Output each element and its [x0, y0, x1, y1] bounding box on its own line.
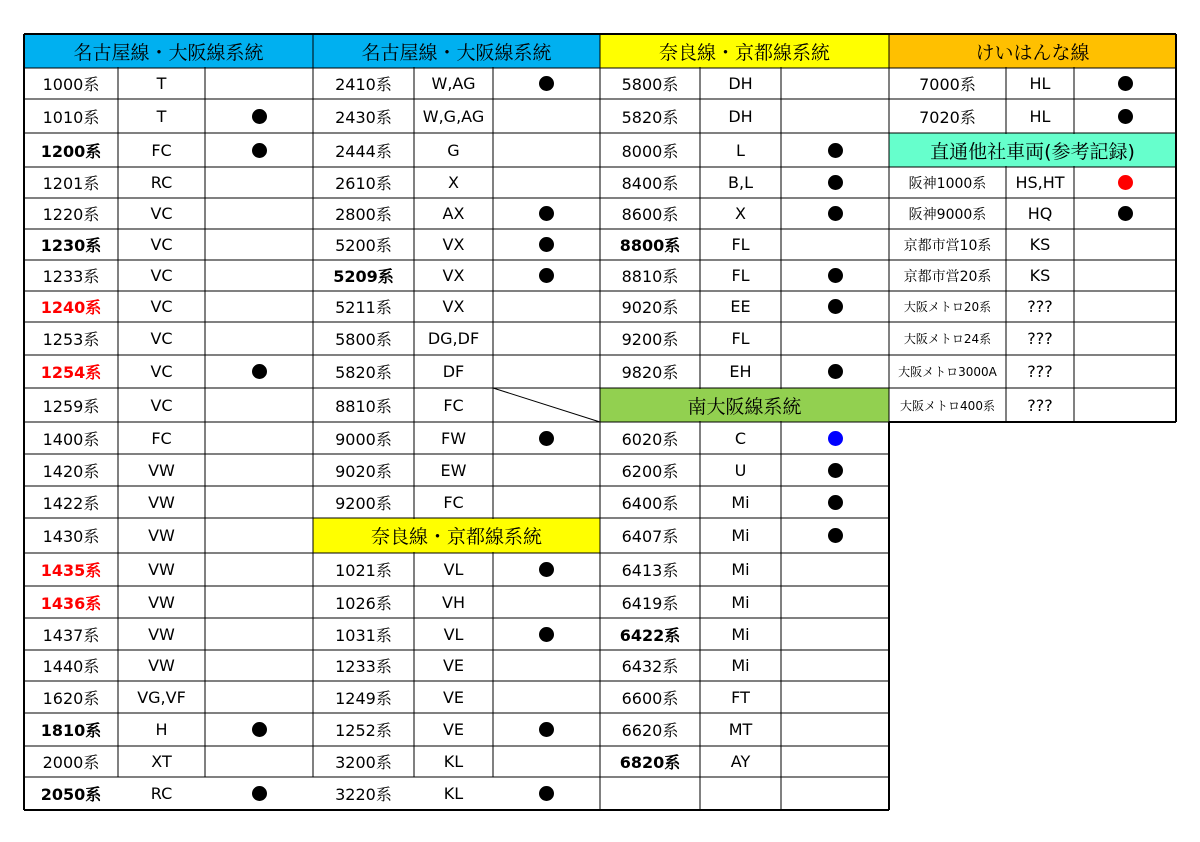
- car-series-cell: 1230系: [40, 236, 102, 255]
- formation-code-cell: FC: [443, 395, 464, 415]
- car-series-cell: 大阪メトロ400系: [900, 398, 995, 413]
- formation-code-cell: Mi: [731, 592, 750, 612]
- record-mark-cell: [781, 746, 889, 777]
- record-mark-cell: [205, 518, 313, 553]
- car-series-cell: 6413系: [621, 561, 679, 580]
- header-nagoya-osaka-2: 名古屋線・大阪線系統: [361, 41, 552, 64]
- formation-code-cell: ???: [1027, 297, 1053, 316]
- car-series-cell: 1233系: [42, 267, 100, 286]
- record-mark-cell: [493, 322, 600, 355]
- formation-code-cell: FW: [440, 428, 467, 448]
- car-series-cell: 2050系: [40, 785, 102, 804]
- car-series-cell: 2444系: [335, 141, 392, 161]
- record-mark-cell: [1074, 260, 1176, 291]
- formation-code-cell: AY: [730, 752, 751, 771]
- formation-code-cell: H: [155, 720, 168, 739]
- header-direct-other: 直通他社車両(参考記録): [930, 140, 1135, 163]
- car-series-cell: 大阪メトロ24系: [903, 332, 992, 346]
- formation-code-cell: ???: [1027, 362, 1053, 381]
- formation-code-cell: KL: [443, 752, 464, 771]
- record-dot-icon: [539, 562, 554, 577]
- record-mark-cell: [781, 322, 889, 355]
- formation-code-cell: FL: [731, 235, 750, 254]
- record-mark-cell: [1074, 99, 1176, 133]
- record-mark-cell: [1074, 388, 1176, 422]
- record-mark-cell: [781, 167, 889, 198]
- car-series-cell: 8800系: [619, 236, 681, 255]
- car-series-cell: 1031系: [335, 625, 392, 645]
- car-series-cell: 1010系: [42, 107, 100, 127]
- car-series-cell: 1026系: [335, 593, 392, 613]
- car-series-cell: 1249系: [335, 688, 392, 708]
- header-nara-kyoto-1: 奈良線・京都線系統: [658, 41, 830, 64]
- formation-code-cell: EE: [730, 297, 751, 316]
- record-mark-cell: [1074, 322, 1176, 355]
- car-series-cell: 6422系: [619, 625, 681, 645]
- record-dot-icon: [539, 76, 554, 91]
- car-series-cell: 1200系: [40, 141, 102, 161]
- formation-code-cell: Mi: [731, 624, 750, 644]
- formation-code-cell: VL: [443, 560, 464, 579]
- header-nara-kyoto-2: 奈良線・京都線系統: [370, 526, 542, 548]
- formation-code-cell: VX: [442, 266, 465, 285]
- record-mark-cell: [781, 260, 889, 291]
- record-mark-cell: [205, 486, 313, 518]
- car-series-cell: 1620系: [42, 688, 100, 708]
- car-series-cell: 京都市営10系: [903, 237, 992, 254]
- car-series-cell: 1435系: [40, 561, 102, 580]
- car-series-cell: [600, 777, 700, 810]
- formation-code-cell: X: [448, 173, 459, 192]
- record-mark-cell: [493, 198, 600, 229]
- record-dot-icon: [252, 364, 267, 379]
- car-series-cell: 3200系: [335, 753, 392, 772]
- formation-code-cell: XT: [151, 752, 172, 771]
- record-mark-cell: [205, 388, 313, 422]
- record-mark-cell: [493, 422, 600, 454]
- car-series-cell: 6020系: [621, 429, 679, 449]
- record-mark-cell: [205, 355, 313, 388]
- record-mark-cell: [781, 291, 889, 322]
- record-mark-cell: [493, 133, 600, 167]
- record-mark-cell: [1074, 167, 1176, 198]
- record-dot-icon: [828, 206, 843, 221]
- car-series-cell: 2610系: [335, 174, 392, 193]
- record-mark-cell: [205, 454, 313, 486]
- formation-code-cell: Mi: [731, 560, 750, 579]
- car-series-cell: 6419系: [621, 593, 679, 613]
- record-dot-icon: [828, 143, 843, 158]
- car-series-cell: 1240系: [40, 298, 102, 317]
- car-series-cell: 1201系: [42, 174, 100, 193]
- car-series-cell: 5800系: [335, 330, 392, 349]
- record-dot-icon: [539, 431, 554, 446]
- record-mark-cell: [493, 777, 600, 810]
- formation-code-cell: VC: [150, 235, 173, 254]
- formation-code-cell: B,L: [728, 173, 753, 192]
- formation-code-cell: VW: [148, 624, 175, 644]
- formation-code-cell: VG,VF: [137, 687, 186, 707]
- formation-code-cell: VW: [148, 526, 175, 545]
- record-mark-cell: [1074, 68, 1176, 99]
- formation-code-cell: DF: [442, 362, 465, 381]
- formation-code-cell: EH: [729, 362, 752, 381]
- record-mark-cell: [493, 618, 600, 650]
- formation-code-cell: VW: [148, 592, 175, 612]
- header-minami-osaka: 南大阪線系統: [687, 395, 802, 418]
- formation-code-cell: VE: [442, 656, 465, 675]
- formation-code-cell: DH: [728, 106, 753, 126]
- car-series-cell: 8600系: [621, 205, 679, 224]
- car-series-cell: 1440系: [42, 657, 100, 676]
- record-dot-icon: [1118, 109, 1133, 124]
- formation-code-cell: VW: [148, 656, 175, 675]
- car-series-cell: 1233系: [335, 657, 392, 676]
- car-series-cell: 8000系: [621, 141, 679, 161]
- formation-code-cell: FC: [151, 140, 172, 160]
- car-series-cell: 8810系: [621, 267, 679, 286]
- car-series-cell: 京都市営20系: [903, 268, 992, 285]
- car-series-cell: 2430系: [335, 107, 392, 127]
- car-series-cell: 6600系: [621, 688, 679, 708]
- formation-code-cell: VL: [443, 624, 464, 644]
- car-series-cell: 8400系: [621, 174, 679, 193]
- formation-code-cell: VC: [150, 297, 173, 316]
- car-series-cell: 5820系: [621, 107, 679, 127]
- car-series-cell: 1259系: [42, 396, 100, 416]
- record-mark-cell: [493, 454, 600, 486]
- formation-code-cell: Mi: [731, 526, 750, 545]
- record-mark-cell: [205, 133, 313, 167]
- formation-code-cell: X: [735, 204, 746, 223]
- record-mark-cell: [1074, 291, 1176, 322]
- car-series-cell: 6432系: [621, 657, 679, 676]
- formation-code-cell: VX: [442, 235, 465, 254]
- record-mark-cell: [205, 650, 313, 681]
- car-series-cell: 9200系: [621, 330, 679, 349]
- record-dot-icon: [828, 431, 843, 446]
- record-dot-icon: [828, 268, 843, 283]
- record-mark-cell: [781, 777, 889, 810]
- formation-code-cell: EW: [440, 460, 467, 480]
- record-dot-icon: [1118, 175, 1133, 190]
- record-mark-cell: [781, 650, 889, 681]
- car-series-cell: 3220系: [335, 785, 392, 804]
- formation-code-cell: VX: [442, 297, 465, 316]
- formation-code-cell: HS,HT: [1015, 173, 1065, 192]
- record-mark-cell: [205, 681, 313, 713]
- record-mark-cell: [493, 99, 600, 133]
- car-series-cell: 2000系: [42, 753, 100, 772]
- record-dot-icon: [252, 109, 267, 124]
- record-mark-cell: [493, 713, 600, 746]
- formation-code-cell: FC: [151, 428, 172, 448]
- car-series-cell: 1430系: [42, 527, 100, 546]
- record-mark-cell: [205, 618, 313, 650]
- record-dot-icon: [539, 237, 554, 252]
- record-dot-icon: [539, 786, 554, 801]
- car-series-cell: 5211系: [335, 298, 392, 317]
- record-mark-cell: [205, 713, 313, 746]
- car-series-cell: 1021系: [335, 561, 392, 580]
- car-series-cell: 6200系: [621, 461, 679, 481]
- record-mark-cell: [205, 260, 313, 291]
- record-mark-cell: [493, 167, 600, 198]
- car-series-cell: 9020系: [621, 298, 679, 317]
- record-mark-cell: [781, 198, 889, 229]
- record-dot-icon: [1118, 76, 1133, 91]
- car-series-cell: 8810系: [335, 396, 392, 416]
- formation-code-cell: T: [156, 106, 167, 126]
- car-series-cell: 6620系: [621, 721, 679, 740]
- formation-code-cell: RC: [150, 173, 173, 192]
- formation-code-cell: FT: [731, 687, 750, 707]
- record-mark-cell: [781, 518, 889, 553]
- formation-code-cell: Mi: [731, 656, 750, 675]
- formation-code-cell: VW: [148, 492, 175, 512]
- car-series-cell: 1254系: [40, 363, 102, 382]
- car-series-cell: 1810系: [40, 721, 102, 740]
- record-mark-cell: [781, 422, 889, 454]
- formation-code-cell: U: [734, 460, 747, 480]
- formation-code-cell: DG,DF: [427, 329, 480, 348]
- car-series-cell: 大阪メトロ20系: [903, 300, 992, 314]
- car-series-cell: 1436系: [40, 593, 102, 613]
- record-dot-icon: [828, 299, 843, 314]
- header-keihanna: けいはんな線: [975, 41, 1090, 64]
- record-mark-cell: [205, 99, 313, 133]
- record-mark-cell: [493, 553, 600, 586]
- formation-code-cell: VE: [442, 687, 465, 707]
- formation-code-cell: C: [734, 428, 747, 448]
- car-series-cell: 1220系: [42, 205, 100, 224]
- formation-code-cell: VC: [150, 329, 173, 348]
- record-mark-cell: [781, 355, 889, 388]
- formation-code-cell: DH: [728, 74, 753, 93]
- car-series-cell: 1422系: [42, 493, 100, 513]
- record-dot-icon: [252, 722, 267, 737]
- formation-code-cell: Mi: [731, 492, 750, 512]
- car-series-cell: 9000系: [335, 429, 392, 449]
- formation-code-cell: KL: [443, 784, 464, 803]
- formation-code-cell: HQ: [1027, 204, 1053, 223]
- car-series-cell: 1420系: [42, 461, 100, 481]
- formation-code-cell: FL: [731, 266, 750, 285]
- record-mark-cell: [781, 681, 889, 713]
- car-series-cell: 2800系: [335, 205, 392, 224]
- record-mark-cell: [781, 553, 889, 586]
- record-mark-cell: [205, 746, 313, 777]
- record-mark-cell: [205, 198, 313, 229]
- formation-code-cell: ???: [1027, 329, 1053, 348]
- formation-code-cell: FL: [731, 329, 750, 348]
- formation-code-cell: KS: [1029, 266, 1051, 285]
- record-dot-icon: [828, 528, 843, 543]
- formation-code-cell: VW: [148, 460, 175, 480]
- formation-code-cell: W,G,AG: [422, 106, 485, 126]
- formation-code-cell: MT: [728, 720, 753, 739]
- car-series-cell: 1400系: [42, 429, 100, 449]
- record-mark-cell: [205, 229, 313, 260]
- car-series-cell: 9020系: [335, 461, 392, 481]
- formation-code-cell: [700, 777, 781, 810]
- car-series-cell: 7000系: [919, 75, 976, 94]
- record-dot-icon: [539, 268, 554, 283]
- record-mark-cell: [493, 486, 600, 518]
- record-dot-icon: [828, 463, 843, 478]
- record-mark-cell: [493, 355, 600, 388]
- car-series-cell: 1437系: [42, 625, 100, 645]
- record-dot-icon: [252, 143, 267, 158]
- record-mark-cell: [781, 99, 889, 133]
- formation-code-cell: G: [447, 140, 460, 160]
- record-mark-cell: [781, 713, 889, 746]
- record-dot-icon: [1118, 206, 1133, 221]
- record-mark-cell: [493, 229, 600, 260]
- record-mark-cell: [493, 650, 600, 681]
- formation-code-cell: VH: [442, 592, 465, 612]
- record-mark-cell: [781, 68, 889, 99]
- record-mark-cell: [781, 618, 889, 650]
- record-mark-cell: [493, 586, 600, 618]
- record-mark-cell: [781, 454, 889, 486]
- record-mark-cell: [205, 586, 313, 618]
- formation-code-cell: KS: [1029, 235, 1051, 254]
- car-series-cell: 阪神1000系: [908, 175, 987, 192]
- formation-code-cell: L: [736, 140, 745, 160]
- car-series-cell: 阪神9000系: [908, 206, 987, 223]
- record-mark-cell: [205, 167, 313, 198]
- record-mark-cell: [493, 681, 600, 713]
- record-mark-cell: [781, 133, 889, 167]
- record-mark-cell: [205, 322, 313, 355]
- car-series-cell: 7020系: [919, 107, 976, 127]
- car-series-cell: 6820系: [619, 753, 681, 772]
- formation-code-cell: FC: [443, 492, 464, 512]
- record-mark-cell: [205, 68, 313, 99]
- record-dot-icon: [828, 364, 843, 379]
- record-mark-cell: [205, 422, 313, 454]
- record-dot-icon: [828, 495, 843, 510]
- record-dot-icon: [828, 175, 843, 190]
- car-series-cell: 1252系: [335, 721, 392, 740]
- formation-code-cell: AX: [442, 204, 465, 223]
- car-series-cell: 大阪メトロ3000A: [898, 365, 997, 379]
- record-mark-cell: [493, 746, 600, 777]
- formation-code-cell: HL: [1029, 74, 1051, 93]
- formation-code-cell: VE: [442, 720, 465, 739]
- car-series-cell: 2410系: [335, 75, 392, 94]
- record-dot-icon: [252, 786, 267, 801]
- record-mark-cell: [1074, 229, 1176, 260]
- record-mark-cell: [205, 777, 313, 810]
- record-mark-cell: [493, 260, 600, 291]
- car-series-cell: 5820系: [335, 363, 392, 382]
- record-mark-cell: [493, 388, 600, 422]
- formation-code-cell: HL: [1029, 106, 1051, 126]
- record-mark-cell: [781, 229, 889, 260]
- car-series-cell: 5200系: [335, 236, 392, 255]
- header-nagoya-osaka-1: 名古屋線・大阪線系統: [73, 41, 264, 64]
- record-mark-cell: [493, 68, 600, 99]
- formation-code-cell: VC: [150, 395, 173, 415]
- formation-code-cell: ???: [1027, 395, 1053, 415]
- car-series-cell: 5800系: [621, 75, 679, 94]
- record-mark-cell: [781, 586, 889, 618]
- car-series-cell: 6407系: [621, 527, 679, 546]
- formation-code-cell: VW: [148, 560, 175, 579]
- car-series-cell: 6400系: [621, 493, 679, 513]
- formation-code-cell: T: [156, 74, 167, 93]
- formation-code-cell: VC: [150, 362, 173, 381]
- formation-code-cell: VC: [150, 266, 173, 285]
- record-mark-cell: [205, 291, 313, 322]
- record-mark-cell: [205, 553, 313, 586]
- record-dot-icon: [539, 627, 554, 642]
- car-series-cell: 5209系: [333, 267, 394, 286]
- formation-code-cell: RC: [150, 784, 173, 803]
- record-mark-cell: [781, 486, 889, 518]
- formation-code-cell: VC: [150, 204, 173, 223]
- car-series-cell: 1000系: [42, 75, 100, 94]
- record-dot-icon: [539, 722, 554, 737]
- record-mark-cell: [1074, 355, 1176, 388]
- formation-code-cell: W,AG: [431, 74, 476, 93]
- car-series-cell: 1253系: [42, 330, 100, 349]
- record-mark-cell: [493, 291, 600, 322]
- car-series-cell: 9820系: [621, 363, 679, 382]
- record-mark-cell: [1074, 198, 1176, 229]
- record-dot-icon: [539, 206, 554, 221]
- car-series-cell: 9200系: [335, 493, 392, 513]
